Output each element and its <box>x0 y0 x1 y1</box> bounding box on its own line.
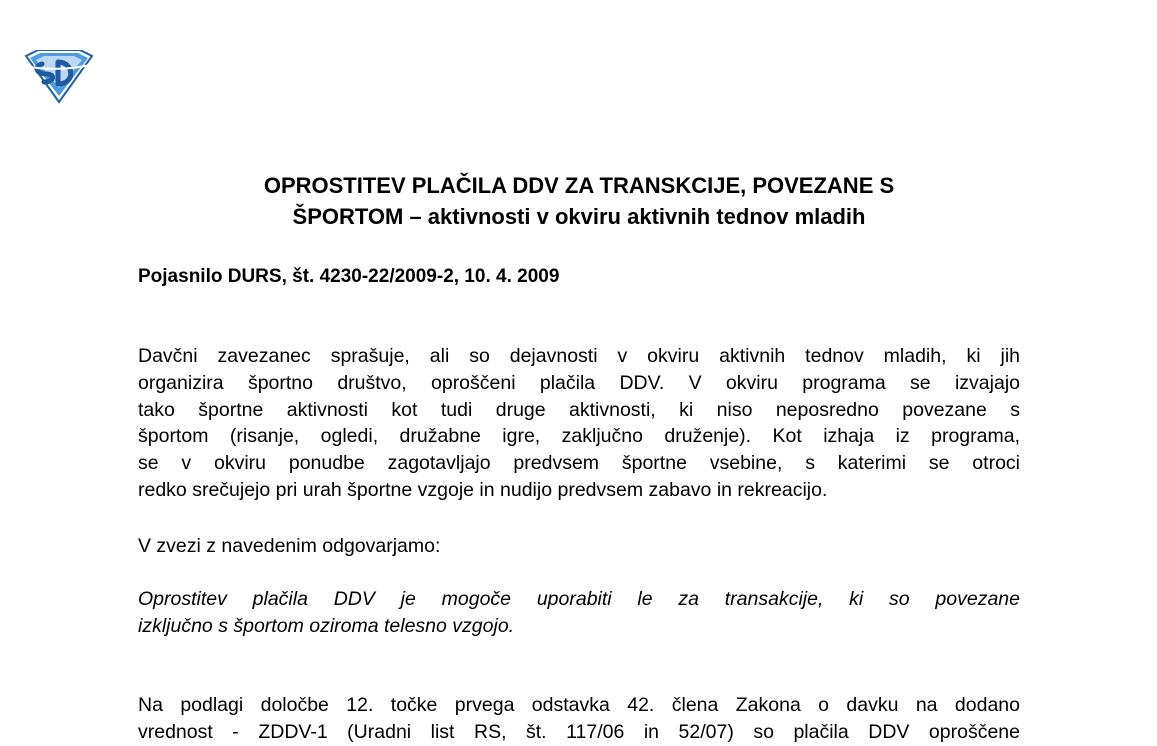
text-line: organizira športno društvo, oproščeni plačila DDV. V okviru programa se izvajajo <box>138 371 1020 394</box>
text-line: Oprostitev plačila DDV je mogoče uporabiti le za transakcije, ki so povezane <box>138 588 1020 610</box>
title-line: ŠPORTOM – aktivnosti v okviru aktivnih tednov mladih <box>292 204 866 229</box>
paragraph-legal-basis <box>138 692 1020 746</box>
paragraph-question <box>138 343 1020 504</box>
text-line: Davčni zavezanec sprašuje, ali so dejavnosti v okviru aktivnih tednov mladih, ki jih <box>138 345 1020 367</box>
document-title <box>138 170 1020 232</box>
title-line: OPROSTITEV PLAČILA DDV ZA TRANSKCIJE, POVEZANE S <box>263 173 895 198</box>
text-line: športom (risanje, ogledi, družabne igre, zaključno druženje). Kot izhaja iz programa, <box>138 425 1020 448</box>
paragraph-reply-intro <box>138 533 1020 560</box>
text-line: V zvezi z navedenim odgovarjamo: <box>138 535 441 557</box>
paragraph-answer <box>138 586 1020 640</box>
text-line: vrednost - ZDDV-1 (Uradni list RS, št. 117/06 in 52/07) so plačila DDV oproščene <box>138 720 1020 743</box>
text-line: izključno s športom oziroma telesno vzgojo. <box>138 614 515 637</box>
text-line: tako športne aktivnosti kot tudi druge aktivnosti, ki niso neposredno povezane s <box>138 398 1020 421</box>
sd-logo-icon <box>22 50 96 104</box>
document-reference: Pojasnilo DURS, št. 4230-22/2009-2, 10. 4. 2009 <box>138 266 560 287</box>
text-line: se v okviru ponudbe zagotavljajo predvsem športne vsebine, s katerimi se otroci <box>138 452 1020 475</box>
text-line: redko srečujejo pri urah športne vzgoje in nudijo predvsem zabavo in rekreacijo. <box>138 478 828 501</box>
text-line: Na podlagi določbe 12. točke prvega odstavka 42. člena Zakona o davku na dodano <box>138 694 1020 716</box>
